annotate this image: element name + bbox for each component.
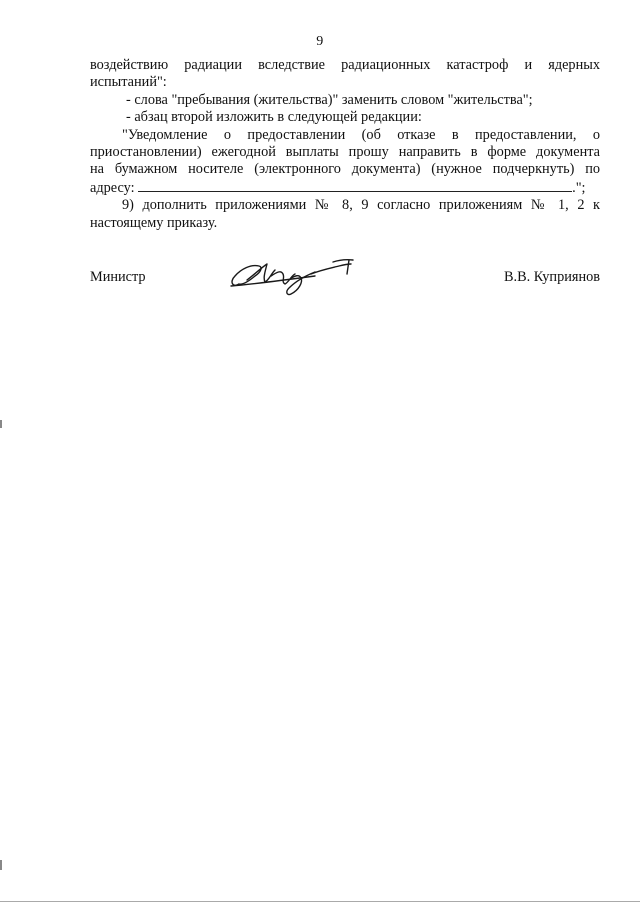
paragraph-line: воздействию радиации вследствие радиационных катастроф и ядерных [90, 57, 600, 73]
paragraph-line: испытаний": [90, 74, 167, 91]
signature-block [90, 254, 600, 304]
list-item-replace-words: - слова "пребывания (жительства)" заменить словом "жительства"; [126, 91, 533, 108]
address-line-end: ."; [572, 179, 586, 196]
paragraph-line: настоящему приказу. [90, 214, 218, 231]
handwritten-signature [225, 254, 365, 298]
address-label: адресу: [90, 179, 135, 196]
address-line [90, 179, 600, 197]
list-item-new-wording: - абзац второй изложить в следующей редакции: [126, 109, 422, 126]
address-blank-line [138, 179, 572, 192]
document-body [90, 57, 600, 232]
scan-edge-mark [0, 420, 2, 428]
signatory-name: В.В. Куприянов [504, 269, 600, 285]
scan-edge-mark [0, 860, 2, 870]
signatory-title: Министр [90, 269, 146, 285]
paragraph-line: на бумажном носителе (электронного документа) (нужное подчеркнуть) по [90, 161, 600, 178]
page-number: 9 [316, 34, 324, 49]
paragraph-line: 9) дополнить приложениями № 8, 9 согласно приложениям № 1, 2 к [122, 197, 600, 214]
paragraph-line: "Уведомление о предоставлении (об отказе в предоставлении, о [122, 126, 600, 143]
scan-bottom-border [0, 901, 640, 902]
paragraph-line: приостановлении) ежегодной выплаты прошу направить в форме документа [90, 144, 600, 161]
